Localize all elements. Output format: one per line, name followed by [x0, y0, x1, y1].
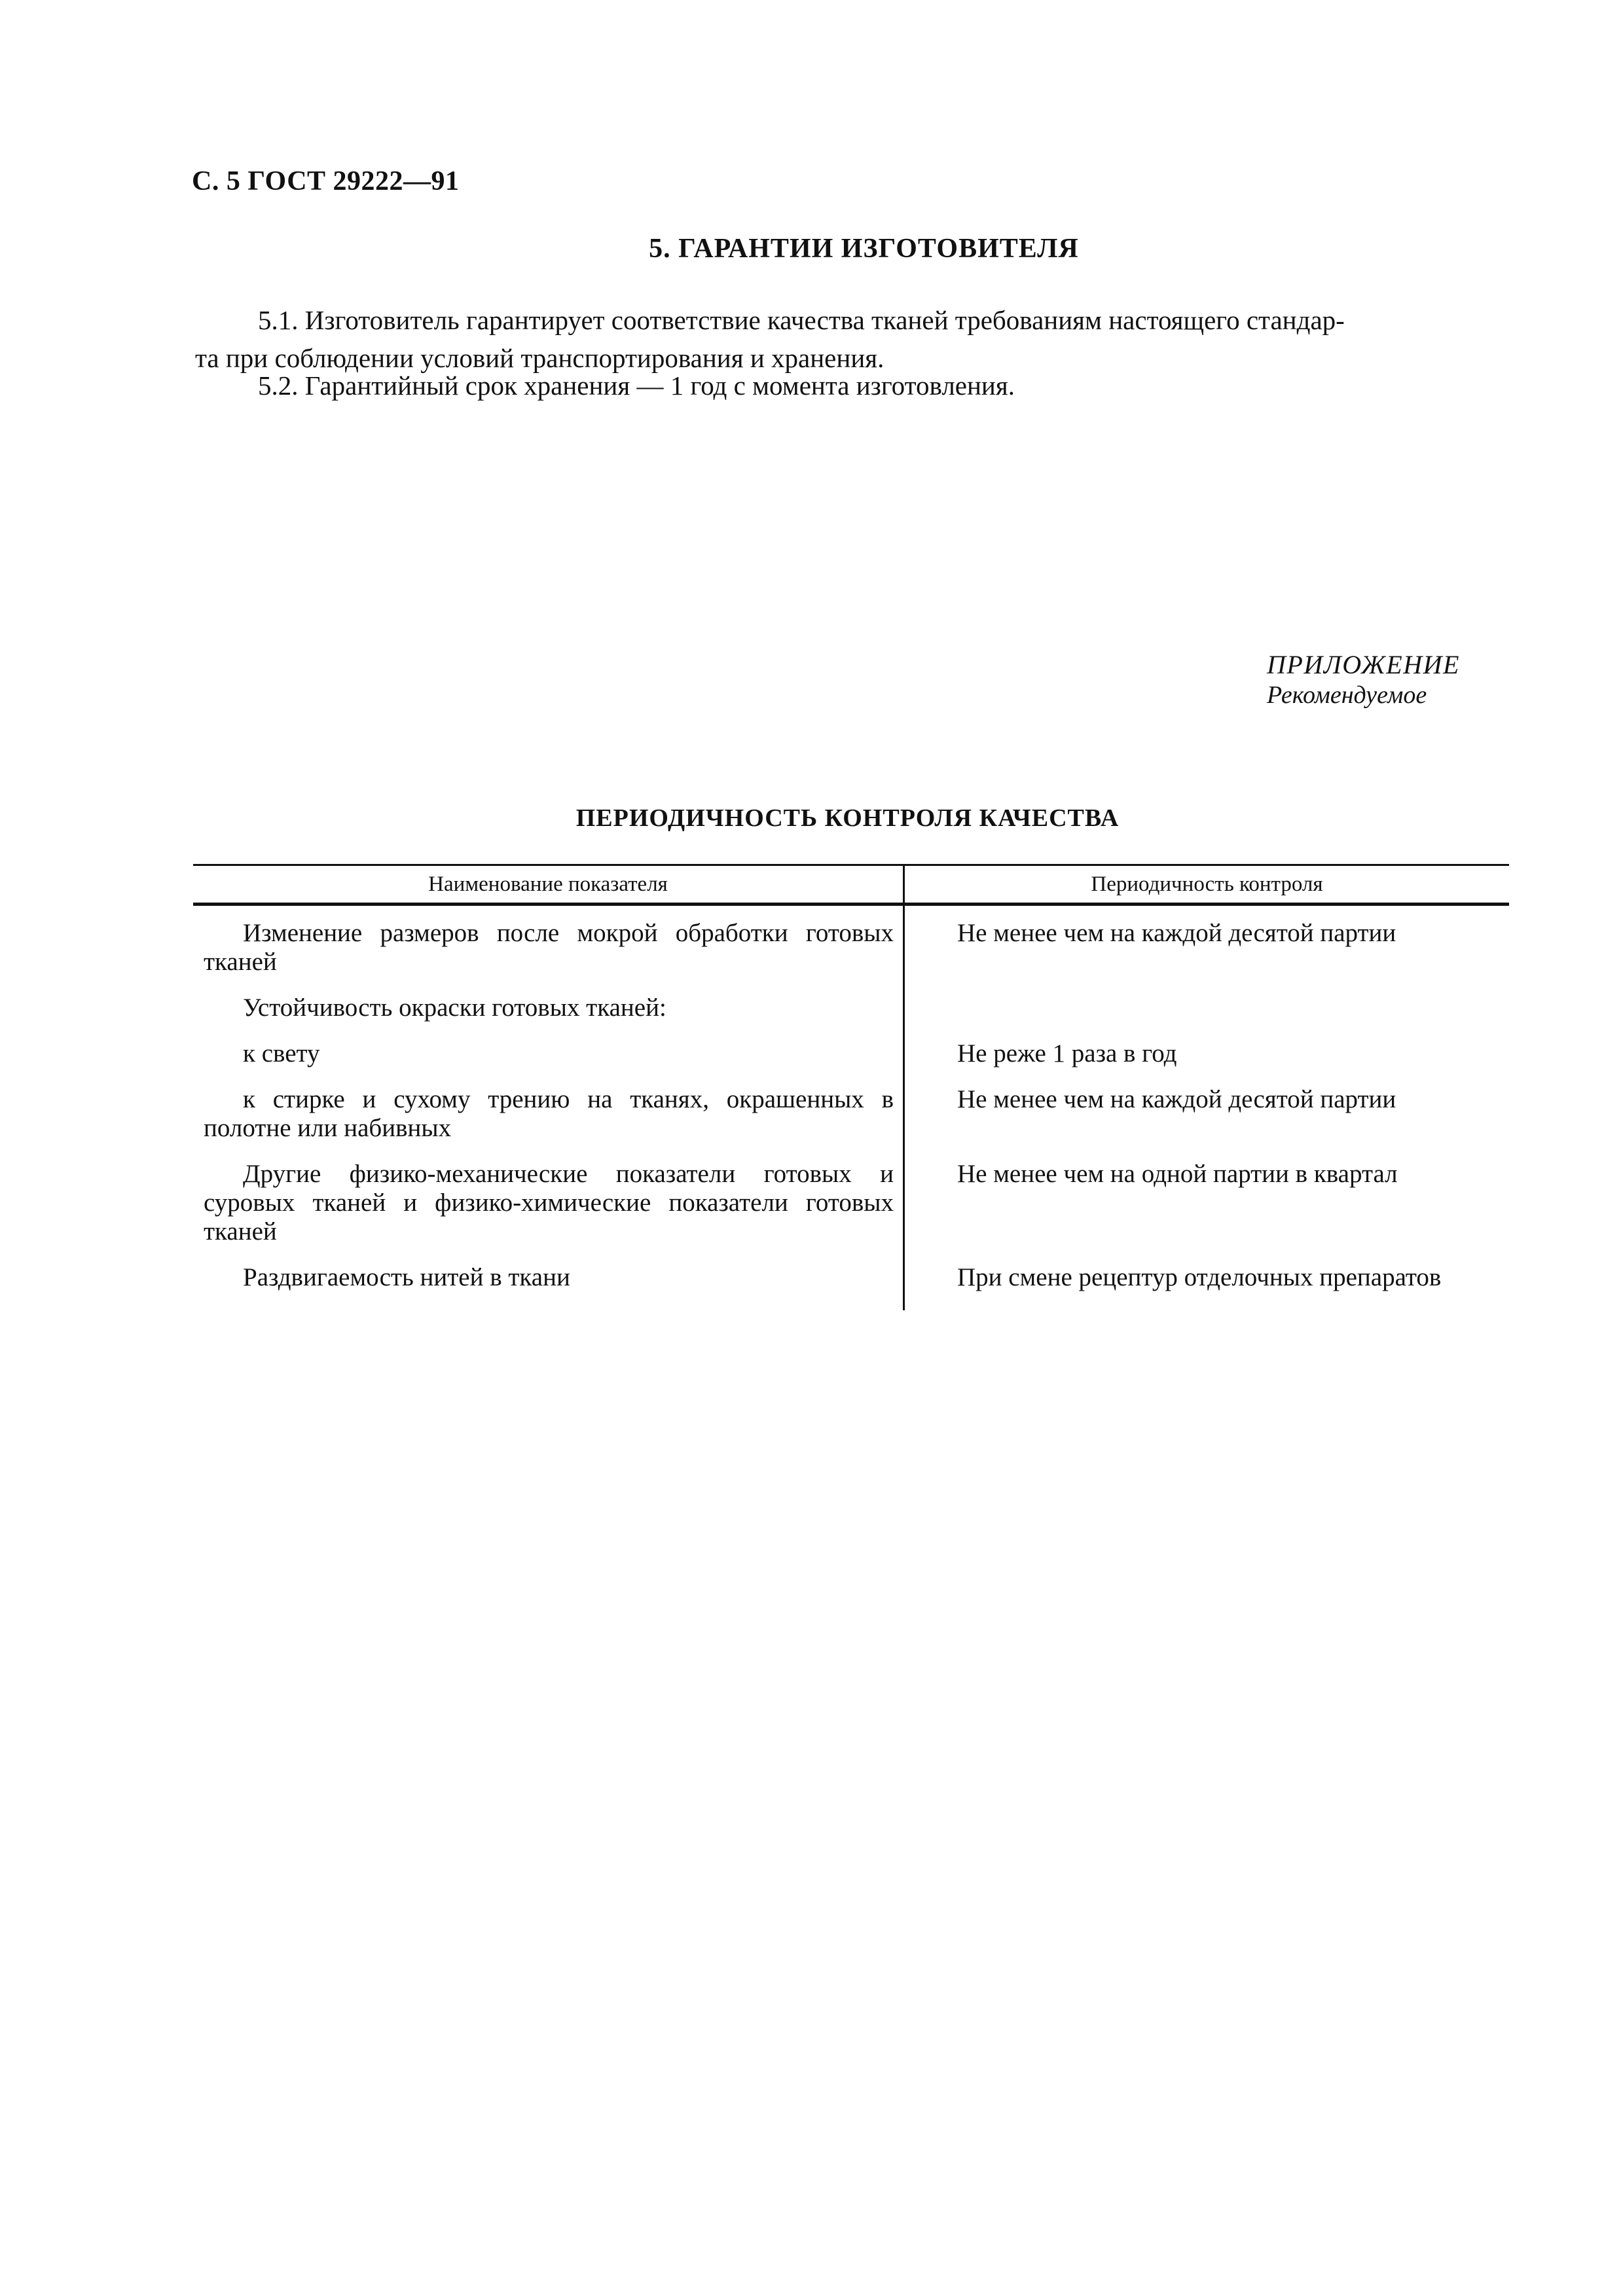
table-title: ПЕРИОДИЧНОСТЬ КОНТРОЛЯ КАЧЕСТВА: [575, 804, 1120, 832]
section-heading: 5. ГАРАНТИИ ИЗГОТОВИТЕЛЯ: [649, 234, 1079, 264]
appendix-label: ПРИЛОЖЕНИЕ: [1267, 650, 1460, 679]
paragraph-5-1: [195, 301, 1504, 377]
appendix-subtitle: Рекомендуемое: [1267, 681, 1427, 709]
paragraph-5-1-line-1: 5.1. Изготовитель гарантирует соответствие качества тканей требованиям настоящего стандар-: [258, 305, 1345, 335]
periodicity-cell: Не менее чем на каждой десятой партии: [957, 919, 1396, 947]
quality-control-table: [193, 864, 1509, 1310]
page-header: С. 5 ГОСТ 29222—91: [192, 166, 460, 196]
periodicity-cell: Не менее чем на каждой десятой партии: [957, 1085, 1396, 1113]
table-row: [193, 1085, 1509, 1160]
indicator-cell: к стирке и сухому трению на тканях, окрашенных в полотне или набивных: [193, 1085, 905, 1160]
table-header-row: [193, 864, 1509, 906]
table-body: [193, 906, 1509, 1310]
table-header-indicator: Наименование показателя: [193, 866, 905, 903]
periodicity-cell: Не реже 1 раза в год: [957, 1039, 1177, 1067]
table-row: [193, 994, 1509, 1039]
paragraph-5-2: 5.2. Гарантийный срок хранения — 1 год с момента изготовления.: [258, 370, 1015, 401]
indicator-cell: Устойчивость окраски готовых тканей:: [193, 994, 905, 1039]
indicator-cell: Изменение размеров после мокрой обработки готовых тканей: [193, 906, 905, 994]
table-row: [193, 906, 1509, 994]
paragraph-5-1-line-2: та при соблюдении условий транспортирования и хранения.: [195, 343, 884, 373]
table-row: [193, 1160, 1509, 1263]
indicator-cell: к свету: [193, 1039, 905, 1085]
table-row: [193, 1263, 1509, 1310]
table-header-periodicity: Периодичность контроля: [1091, 872, 1323, 896]
periodicity-cell: Не менее чем на одной партии в квартал: [957, 1160, 1398, 1188]
indicator-cell: Другие физико-механические показатели готовых и суровых тканей и физико-химические показатели готовых тканей: [193, 1160, 905, 1263]
table-row: [193, 1039, 1509, 1085]
indicator-cell: Раздвигаемость нитей в ткани: [193, 1263, 905, 1310]
periodicity-cell: [905, 994, 1509, 1039]
periodicity-cell: При смене рецептур отделочных препаратов: [957, 1263, 1442, 1291]
